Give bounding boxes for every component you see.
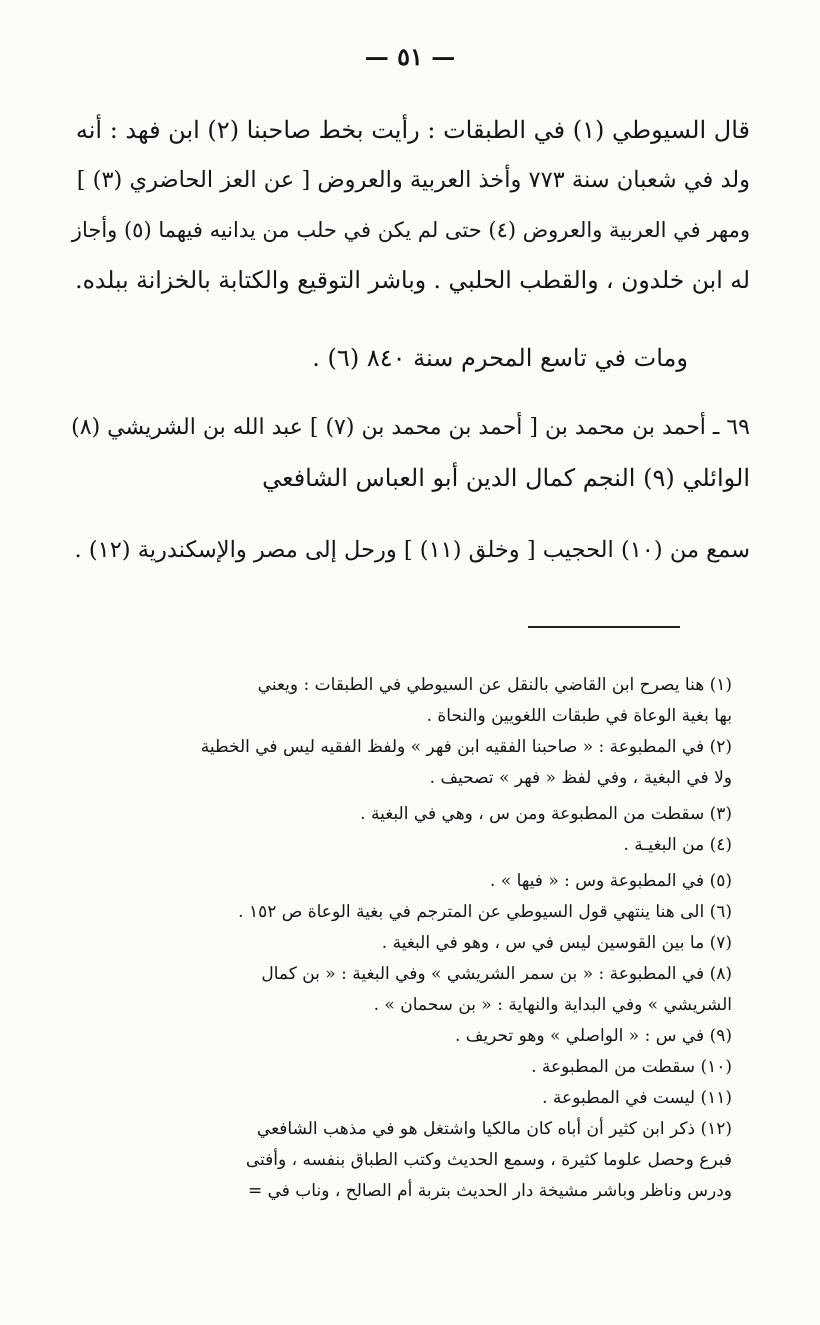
main-line: قال السيوطي (١) في الطبقات : رأيت بخط صاحبنا (٢) ابن فهد : أنه [75,116,750,144]
footnote-line: ولا في البغية ، وفي لفظ « فهر » تصحيف . [429,768,732,788]
main-line: ولد في شعبان سنة ٧٧٣ وأخذ العربية والعروض [ عن العز الحاضري (٣) ] [76,167,750,193]
footnote-line: الشريشي » وفي البداية والنهاية : « بن سحمان » . [373,995,732,1015]
footnote-line: بها بغية الوعاة في طبقات اللغويين والنحاة . [426,706,732,726]
entry-heading-line: ٦٩ ـ أحمد بن محمد بن [ أحمد بن محمد بن (٧) ] عبد الله بن الشريشي (٨) [71,415,750,440]
footnote-line: (١٢) ذكر ابن كثير أن أباه كان مالكيا واشتغل هو في مذهب الشافعي [256,1119,732,1139]
footnotes [72,670,732,1207]
main-line: سمع من (١٠) الحجيب [ وخلق (١١) ] ورحل إلى مصر والإسكندرية (١٢) . [74,537,750,563]
footnote-line: ودرس وناظر وباشر مشيخة دار الحديث بتربة أم الصالح ، وناب في = [247,1181,732,1201]
footnote-line: (٦) الى هنا ينتهي قول السيوطي عن المترجم في بغية الوعاة ص ١٥٢ . [238,902,732,922]
entry-heading-line: الوائلي (٩) النجم كمال الدين أبو العباس الشافعي [262,464,750,492]
footnote-line: (٩) في س : « الواصلي » وهو تحريف . [454,1026,732,1046]
footnote-line: (٢) في المطبوعة : « صاحبنا الفقيه ابن فهر » ولفظ الفقيه ليس في الخطية [200,737,732,757]
footnote-line: (٣) سقطت من المطبوعة ومن س ، وهي في البغية . [360,804,732,824]
main-line: له ابن خلدون ، والقطب الحلبي . وباشر التوقيع والكتابة بالخزانة ببلده. [75,266,750,294]
footnote-line: (٤) من البغيـة . [623,835,732,855]
footnote-line: (١١) ليست في المطبوعة . [542,1088,732,1108]
footnote-separator [528,626,680,628]
death-date-line: ومات في تاسع المحرم سنة ٨٤٠ (٦) . [312,344,688,372]
footnote-line: (٨) في المطبوعة : « بن سمر الشريشي » وفي البغية : « بن كمال [261,964,732,984]
footnote-line: (١٠) سقطت من المطبوعة . [531,1057,732,1077]
main-line: ومهر في العربية والعروض (٤) حتى لم يكن في حلب من يدانيه فيهما (٥) وأجاز [71,218,750,242]
footnote-line: (١) هنا يصرح ابن القاضي بالنقل عن السيوطي في الطبقات : ويعني [257,675,732,695]
footnote-line: (٥) في المطبوعة وس : « فيها » . [490,871,732,891]
main-text [70,105,750,575]
page-number: — ٥١ — [364,42,456,71]
footnote-line: فبرع وحصل علوما كثيرة ، وسمع الحديث وكتب الطباق بنفسه ، وأفتى [245,1150,732,1170]
footnote-line: (٧) ما بين القوسين ليس في س ، وهو في البغية . [381,933,732,953]
